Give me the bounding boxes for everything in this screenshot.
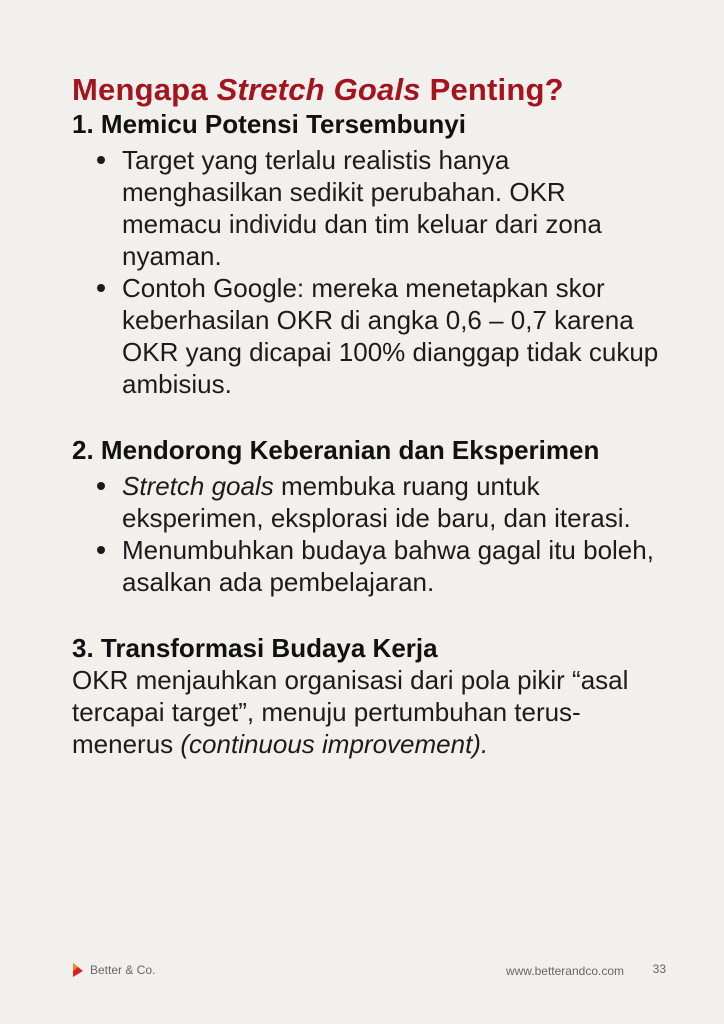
italic-term: (continuous improvement). [180,729,489,759]
brand-logo-icon [72,962,84,978]
website-url[interactable]: www.betterandco.com [505,964,624,978]
page-number: 33 [652,962,666,976]
section-heading: 2. Mendorong Keberanian dan Eksperimen [72,435,600,465]
page-content [72,72,662,794]
italic-term: Stretch goals [122,471,274,501]
section-heading: 1. Memicu Potensi Tersembunyi [72,109,466,139]
list-item: Target yang terlalu realistis hanya menghasilkan sedikit perubahan. OKR memacu individu dan tim keluar dari zona nyaman. [122,144,662,272]
list-item: Menumbuhkan budaya bahwa gagal itu boleh, asalkan ada pembelajaran. [122,534,662,598]
brand-name: Better & Co. [90,963,156,977]
page-footer [72,962,688,982]
list-item: Contoh Google: mereka menetapkan skor keberhasilan OKR di angka 0,6 – 0,7 karena OKR yang dicapai 100% dianggap tidak cukup ambisius. [122,272,662,400]
bullet-list [72,470,662,598]
bullet-list [72,144,662,400]
section-heading: 3. Transformasi Budaya Kerja [72,633,438,663]
section-paragraph: OKR menjauhkan organisasi dari pola pikir “asal tercapai target”, menuju pertumbuhan terus-menerus (continuous improvement). [72,665,629,759]
title-emphasis: Stretch Goals [216,72,421,107]
brand-logo [72,962,155,978]
page-title: Mengapa Stretch Goals Penting? [72,72,564,107]
section-3 [72,632,662,760]
list-item: Stretch goals membuka ruang untuk eksperimen, eksplorasi ide baru, dan iterasi. [122,470,662,534]
section-2 [72,434,662,598]
section-1 [72,108,662,400]
